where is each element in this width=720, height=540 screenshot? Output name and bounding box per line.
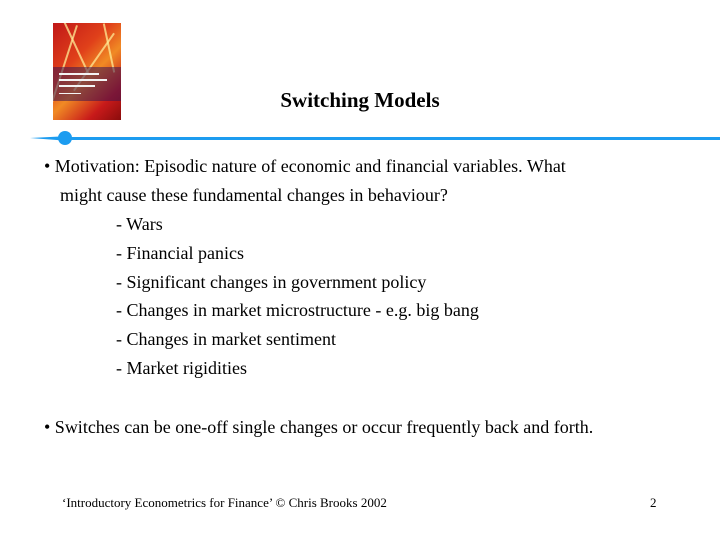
list-item: - Market rigidities [116, 357, 247, 378]
bullet-motivation-line2: might cause these fundamental changes in behaviour? [60, 185, 448, 205]
change-causes-list [116, 210, 479, 383]
page-number: 2 [650, 495, 657, 510]
list-item: - Changes in market sentiment [116, 329, 336, 350]
list-item: - Financial panics [116, 242, 244, 263]
list-item: - Changes in market microstructure - e.g. big bang [116, 300, 479, 321]
bullet-motivation-line1: • Motivation: Episodic nature of economic and financial variables. What [44, 156, 566, 176]
list-item: - Significant changes in government policy [116, 271, 427, 292]
footer-citation: ‘Introductory Econometrics for Finance’ © Chris Brooks 2002 [62, 495, 387, 510]
title-rule-dot [58, 131, 72, 145]
list-item: - Wars [116, 214, 163, 234]
bullet-switches: • Switches can be one-off single changes or occur frequently back and forth. [44, 417, 594, 437]
slide-title [0, 88, 720, 113]
title-rule [70, 137, 720, 140]
slide-title-text: Switching Models [280, 88, 440, 112]
